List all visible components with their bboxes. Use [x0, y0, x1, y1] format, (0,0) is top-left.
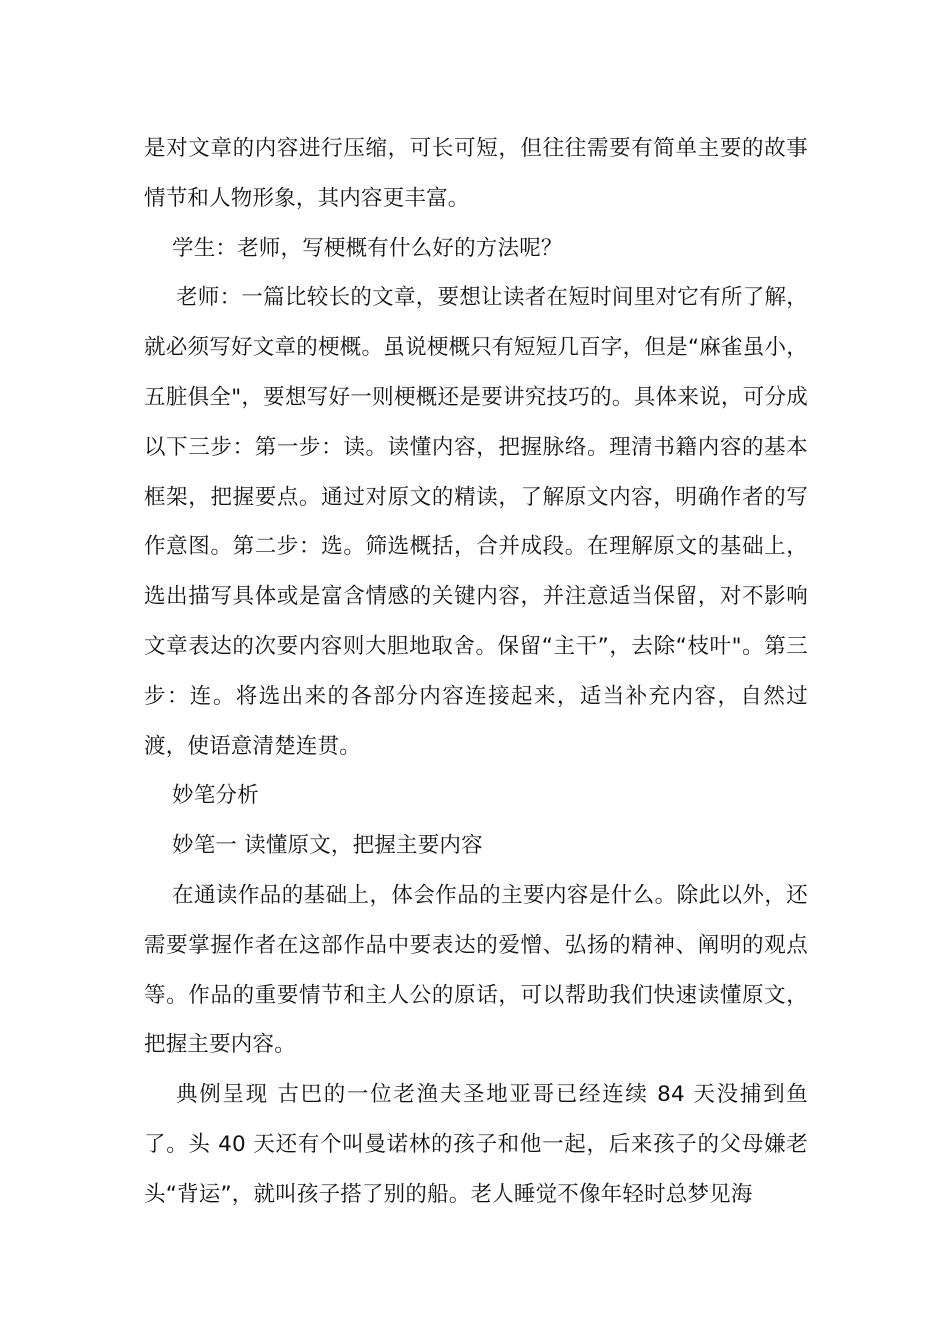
document-page	[144, 124, 808, 1220]
paragraph-method-one: 在通读作品的基础上，体会作品的主要内容是什么。除此以外，还需要掌握作者在这部作品中要表达的爱憎、弘扬的精神、阐明的观点等。作品的重要情节和主人公的原话，可以帮助我们快速读懂原文，把握主要内容。	[144, 882, 808, 1058]
paragraph-example: 典例呈现 古巴的一位老渔夫圣地亚哥已经连续 84 天没捕到鱼了。头 40 天还有个叫曼诺林的孩子和他一起，后来孩子的父母嫌老头“背运”，就叫孩子搭了别的船。老人睡觉不像年轻时总梦见海	[144, 1082, 808, 1207]
subsection-heading: 妙笔一 读懂原文，把握主要内容	[172, 833, 483, 859]
section-heading: 妙笔分析	[172, 783, 259, 809]
paragraph-summary-definition: 是对文章的内容进行压缩，可长可短，但往往需要有简单主要的故事情节和人物形象，其内容更丰富。	[144, 136, 808, 211]
paragraph-student-question: 学生：老师，写梗概有什么好的方法呢？	[172, 235, 563, 261]
paragraph-teacher-answer: 老师：一篇比较长的文章，要想让读者在短时间里对它有所了解，就必须写好文章的梗概。虽说梗概只有短短几百字，但是“麻雀虽小，五脏俱全"，要想写好一则梗概还是要讲究技巧的。具体来说，可分成以下三步：第一步：读。读懂内容，把握脉络。理清书籍内容的基本框架，把握要点。通过对原文的精读，了解原文内容，明确作者的写作意图。第二步：选。筛选概括，合并成段。在理解原文的基础上，选出描写具体或是富含情感的关键内容，并注意适当保留，对不影响文章表达的次要内容则大胆地取舍。保留“主干”，去除“枝叶"。第三步：连。将选出来的各部分内容连接起来，适当补充内容，自然过渡，使语意清楚连贯。	[144, 285, 808, 759]
